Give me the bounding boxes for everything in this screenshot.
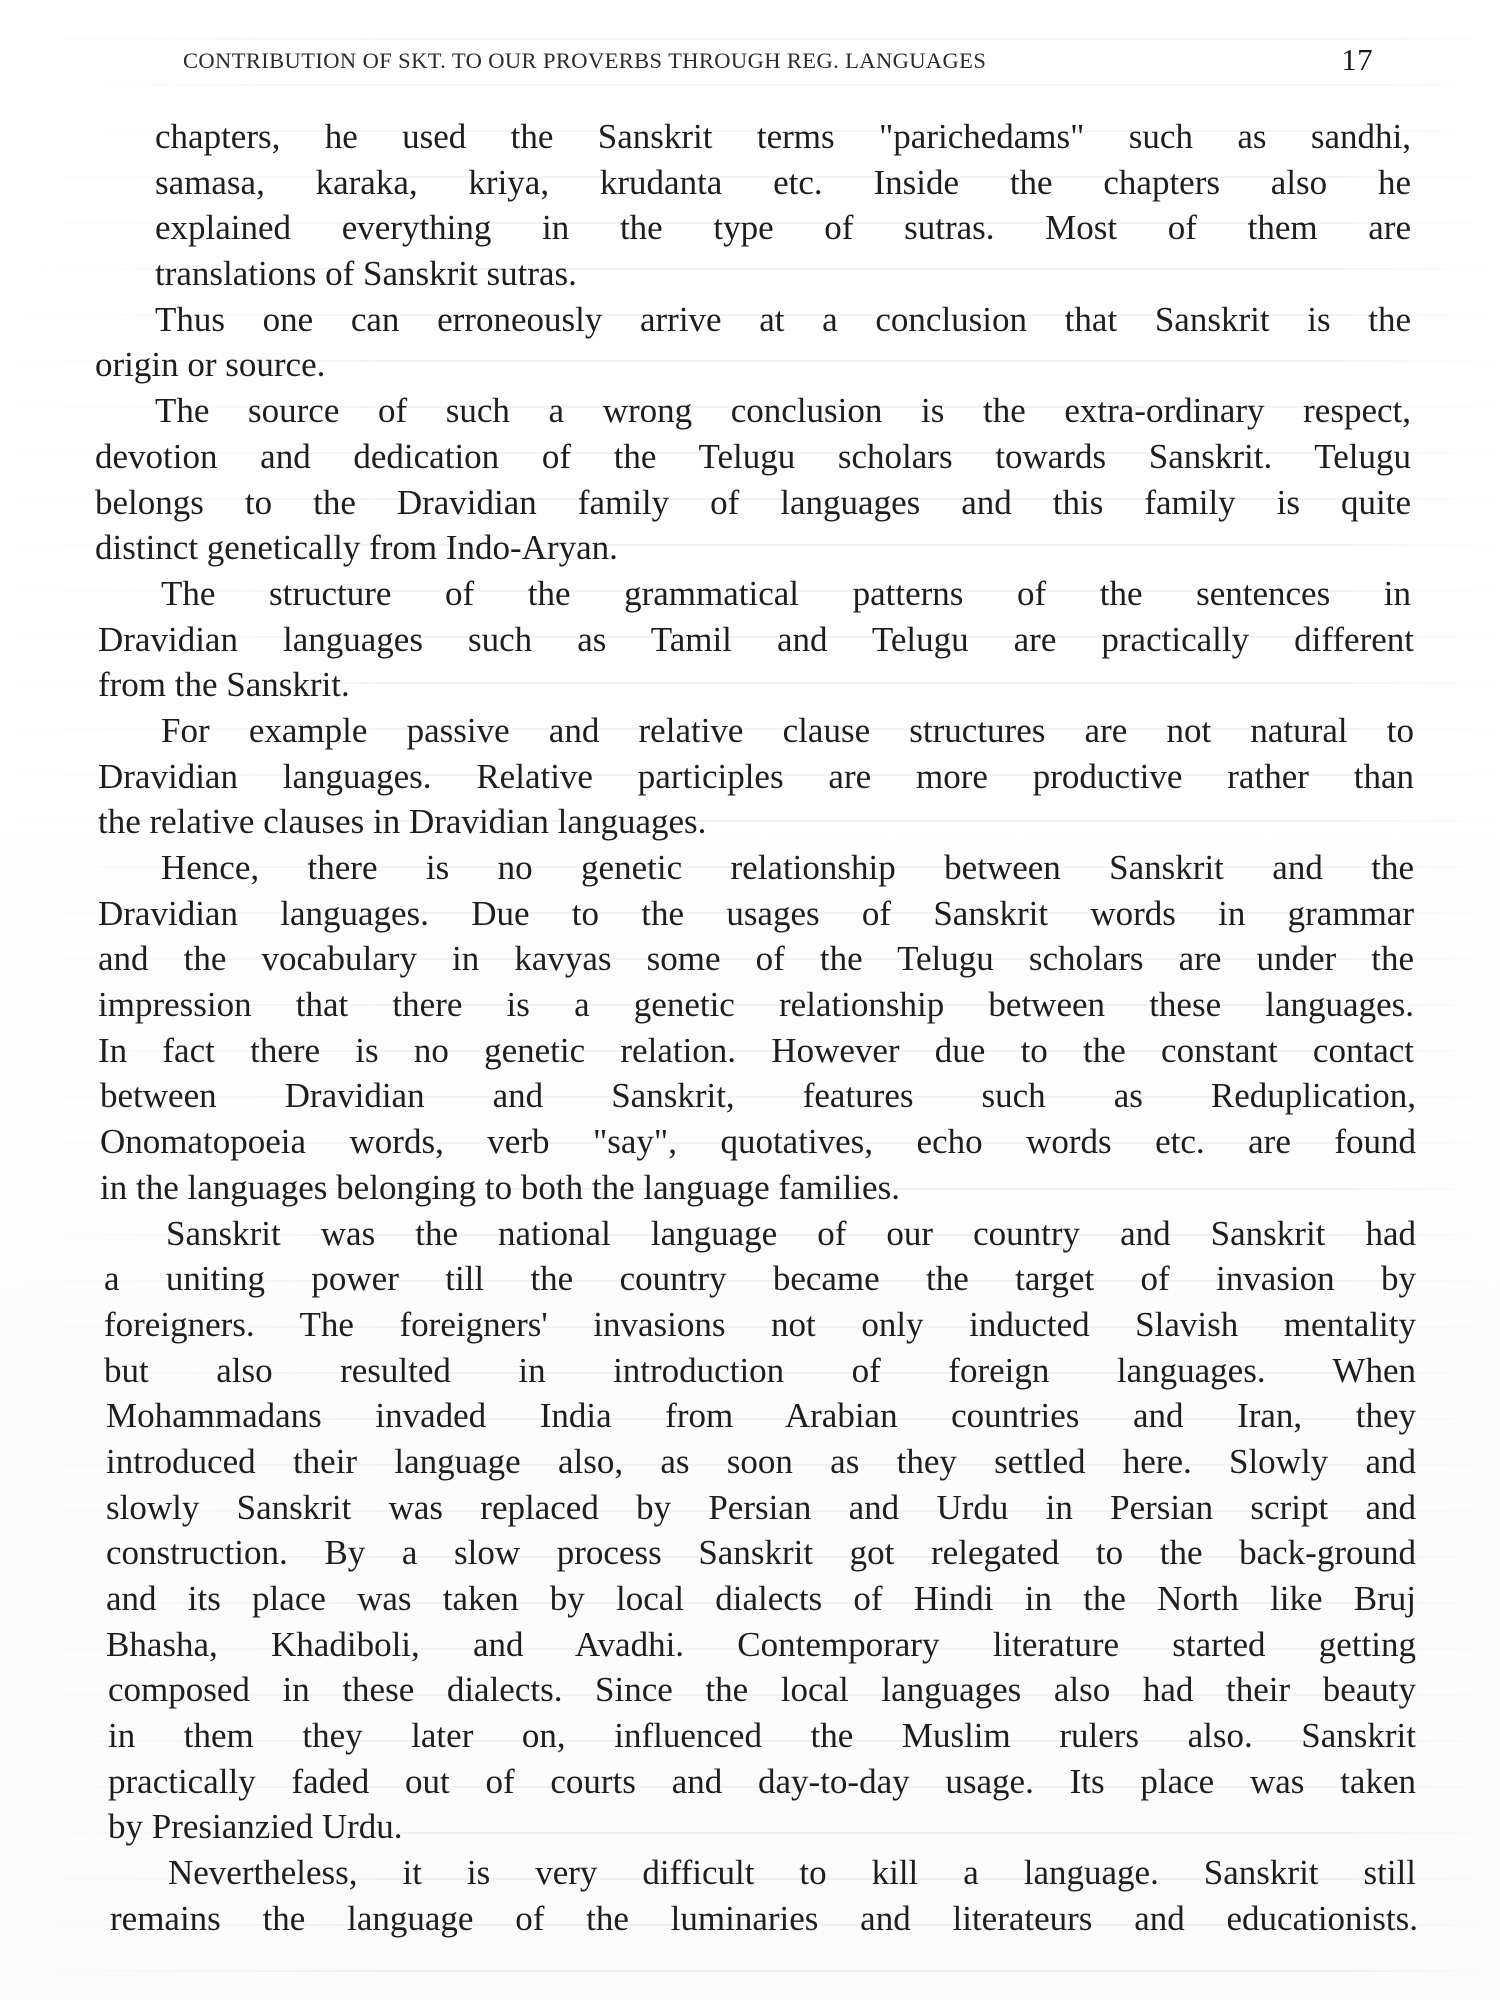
- text-line: remains the language of the luminaries and literateurs and educationists.: [110, 1898, 1418, 1938]
- text-line: Thus one can erroneously arrive at a conclusion that Sanskrit is the: [155, 299, 1411, 339]
- text-line: In fact there is no genetic relation. However due to the constant contact: [98, 1030, 1414, 1070]
- text-line: impression that there is a genetic relationship between these languages.: [98, 985, 1414, 1025]
- body-text: [95, 114, 1418, 1994]
- text-line: translations of Sanskrit sutras.: [155, 254, 577, 294]
- text-line: between Dravidian and Sanskrit, features such as Reduplication,: [100, 1076, 1416, 1116]
- text-line: Mohammadans invaded India from Arabian countries and Iran, they: [106, 1396, 1416, 1436]
- text-line: samasa, karaka, kriya, krudanta etc. Inside the chapters also he: [155, 162, 1411, 202]
- text-line: distinct genetically from Indo-Aryan.: [95, 528, 618, 568]
- text-line: Dravidian languages such as Tamil and Telugu are practically different: [98, 619, 1414, 659]
- text-line: Bhasha, Khadiboli, and Avadhi. Contemporary literature started getting: [106, 1624, 1416, 1664]
- text-line: the relative clauses in Dravidian languages.: [98, 802, 707, 842]
- text-line: origin or source.: [95, 345, 326, 385]
- text-line: belongs to the Dravidian family of languages and this family is quite: [95, 482, 1411, 522]
- text-line: chapters, he used the Sanskrit terms "parichedams" such as sandhi,: [155, 117, 1411, 156]
- text-line: composed in these dialects. Since the local languages also had their beauty: [108, 1670, 1416, 1710]
- text-line: construction. By a slow process Sanskrit got relegated to the back-ground: [106, 1533, 1416, 1573]
- text-line: introduced their language also, as soon as they settled here. Slowly and: [106, 1441, 1416, 1481]
- text-line: from the Sanskrit.: [98, 665, 350, 705]
- running-head-title: CONTRIBUTION OF SKT. TO OUR PROVERBS THROUGH REG. LANGUAGES: [183, 48, 987, 73]
- text-line: and the vocabulary in kavyas some of the Telugu scholars are under the: [98, 939, 1414, 979]
- text-line: but also resulted in introduction of foreign languages. When: [104, 1350, 1416, 1390]
- text-line: Sanskrit was the national language of our country and Sanskrit had: [166, 1213, 1416, 1253]
- page-number: 17: [1341, 42, 1373, 77]
- text-line: explained everything in the type of sutras. Most of them are: [155, 208, 1411, 248]
- text-line: devotion and dedication of the Telugu scholars towards Sanskrit. Telugu: [95, 436, 1411, 476]
- text-line: in the languages belonging to both the language families.: [100, 1167, 900, 1207]
- text-line: a uniting power till the country became the target of invasion by: [104, 1259, 1416, 1299]
- text-line: practically faded out of courts and day-to-day usage. Its place was taken: [108, 1761, 1416, 1801]
- text-line: and its place was taken by local dialects of Hindi in the North like Bruj: [106, 1579, 1416, 1618]
- text-line: slowly Sanskrit was replaced by Persian and Urdu in Persian script and: [106, 1487, 1416, 1527]
- text-line: in them they later on, influenced the Muslim rulers also. Sanskrit: [108, 1716, 1416, 1756]
- text-line: Onomatopoeia words, verb "say", quotatives, echo words etc. are found: [100, 1122, 1416, 1162]
- running-head: [183, 42, 1373, 82]
- text-line: The source of such a wrong conclusion is the extra-ordinary respect,: [155, 391, 1411, 431]
- text-line: by Presianzied Urdu.: [108, 1807, 403, 1847]
- text-line: Hence, there is no genetic relationship between Sanskrit and the: [161, 848, 1414, 887]
- text-line: Nevertheless, it is very difficult to kill a language. Sanskrit still: [168, 1853, 1416, 1893]
- text-line: The structure of the grammatical patterns of the sentences in: [161, 573, 1411, 613]
- text-line: foreigners. The foreigners' invasions not only inducted Slavish mentality: [104, 1304, 1416, 1344]
- text-line: For example passive and relative clause structures are not natural to: [161, 710, 1414, 750]
- text-line: Dravidian languages. Due to the usages of Sanskrit words in grammar: [98, 893, 1414, 933]
- text-line: Dravidian languages. Relative participles are more productive rather than: [98, 756, 1414, 796]
